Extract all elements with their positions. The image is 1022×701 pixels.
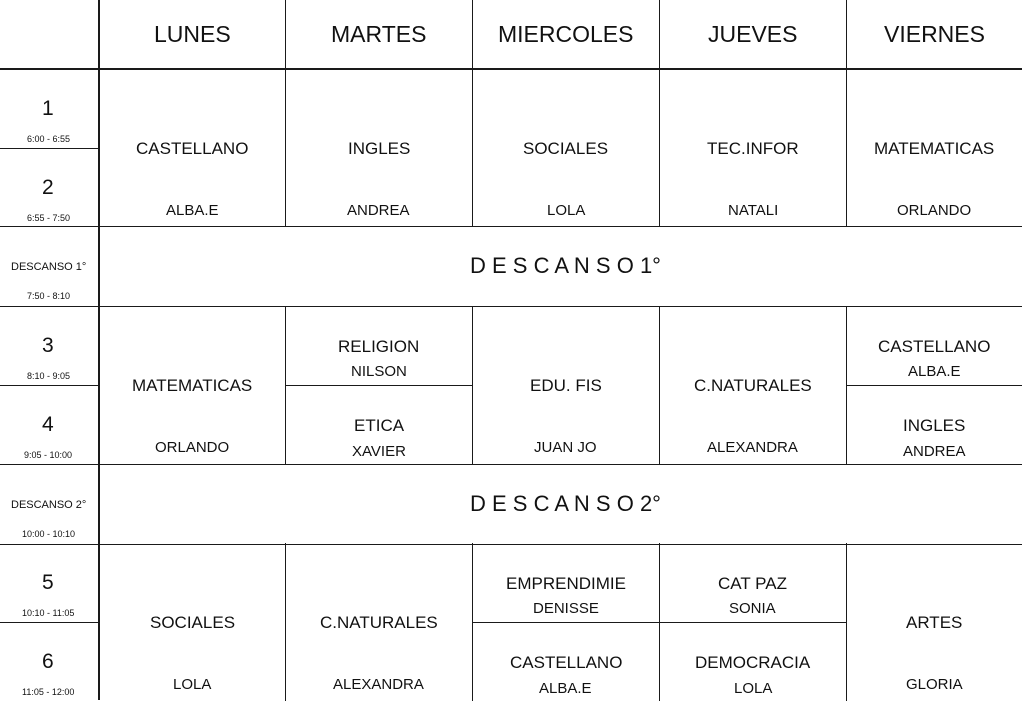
teacher-name: DENISSE [533, 600, 599, 617]
teacher-name: XAVIER [352, 443, 406, 460]
cell-split-divider [285, 385, 472, 386]
day-header-martes: MARTES [331, 21, 427, 47]
day-column-divider [846, 543, 847, 701]
break-banner: D E S C A N S O 2° [470, 491, 661, 516]
teacher-name: LOLA [734, 680, 773, 697]
period-number: 5 [42, 571, 54, 594]
subject-name: MATEMATICAS [132, 376, 253, 395]
period-time: 6:00 - 6:55 [27, 134, 71, 144]
teacher-name: ALEXANDRA [333, 676, 424, 693]
teacher-name: ORLANDO [155, 439, 230, 456]
teacher-name: NATALI [728, 202, 779, 219]
subject-name: MATEMATICAS [874, 139, 995, 158]
subject-name: ETICA [354, 416, 405, 435]
teacher-name: GLORIA [906, 676, 963, 693]
subject-name: C.NATURALES [320, 613, 438, 632]
subject-name: DEMOCRACIA [695, 653, 811, 672]
break-top-border [0, 226, 1022, 227]
day-column-divider [285, 543, 286, 701]
period-divider [0, 148, 98, 149]
day-header-divider [285, 0, 286, 69]
period-time: 10:10 - 11:05 [22, 608, 75, 618]
cell-split-divider [846, 385, 1022, 386]
break-top-border [0, 464, 1022, 465]
subject-name: SOCIALES [523, 139, 609, 158]
cell-split-divider [472, 622, 659, 623]
period-time: 11:05 - 12:00 [22, 687, 75, 697]
subject-name: RELIGION [338, 337, 420, 356]
teacher-name: SONIA [729, 600, 776, 617]
subject-name: EDU. FIS [530, 376, 602, 395]
cell-split-divider [659, 622, 846, 623]
teacher-name: ORLANDO [897, 202, 972, 219]
break-bottom-border [0, 306, 1022, 307]
day-column-divider [846, 69, 847, 227]
subject-name: SOCIALES [150, 613, 236, 632]
subject-name: CASTELLANO [510, 653, 623, 672]
header-column-divider [98, 0, 100, 700]
period-number: 6 [42, 650, 54, 673]
teacher-name: ALBA.E [539, 680, 592, 697]
day-header-lunes: LUNES [154, 21, 231, 47]
day-header-divider [659, 0, 660, 69]
subject-name: INGLES [903, 416, 966, 435]
break-label: DESCANSO 2° [11, 499, 87, 511]
period-divider [0, 385, 98, 386]
teacher-name: ANDREA [347, 202, 410, 219]
teacher-name: ALEXANDRA [707, 439, 798, 456]
period-number: 2 [42, 176, 54, 199]
teacher-name: ALBA.E [908, 363, 961, 380]
teacher-name: LOLA [547, 202, 586, 219]
break-banner: D E S C A N S O 1° [470, 253, 661, 278]
teacher-name: JUAN JO [534, 439, 597, 456]
subject-name: C.NATURALES [694, 376, 812, 395]
period-number: 1 [42, 97, 54, 120]
subject-name: EMPRENDIMIE [506, 574, 626, 593]
subject-name: CASTELLANO [878, 337, 991, 356]
break-label: DESCANSO 1° [11, 261, 87, 273]
teacher-name: ANDREA [903, 443, 966, 460]
subject-name: INGLES [348, 139, 411, 158]
teacher-name: NILSON [351, 363, 407, 380]
period-number: 3 [42, 334, 54, 357]
period-time: 6:55 - 7:50 [27, 213, 71, 223]
day-column-divider [285, 69, 286, 227]
period-time: 9:05 - 10:00 [24, 450, 73, 460]
day-header-divider [846, 0, 847, 69]
day-header-viernes: VIERNES [884, 21, 985, 47]
day-column-divider [659, 69, 660, 227]
teacher-name: ALBA.E [166, 202, 219, 219]
day-header-jueves: JUEVES [708, 21, 798, 47]
day-header-miercoles: MIERCOLES [498, 21, 634, 47]
day-header-divider [472, 0, 473, 69]
subject-name: ARTES [906, 613, 963, 632]
day-column-divider [472, 306, 473, 464]
subject-name: TEC.INFOR [707, 139, 799, 158]
teacher-name: LOLA [173, 676, 212, 693]
break-bottom-border [0, 544, 1022, 545]
period-divider [0, 622, 98, 623]
period-time: 8:10 - 9:05 [27, 371, 71, 381]
subject-name: CASTELLANO [136, 139, 249, 158]
subject-name: CAT PAZ [718, 574, 787, 593]
day-column-divider [659, 306, 660, 464]
break-time: 10:00 - 10:10 [22, 529, 76, 539]
period-number: 4 [42, 413, 54, 436]
day-column-divider [472, 69, 473, 227]
break-time: 7:50 - 8:10 [27, 291, 71, 301]
header-bottom-border [0, 68, 1022, 70]
